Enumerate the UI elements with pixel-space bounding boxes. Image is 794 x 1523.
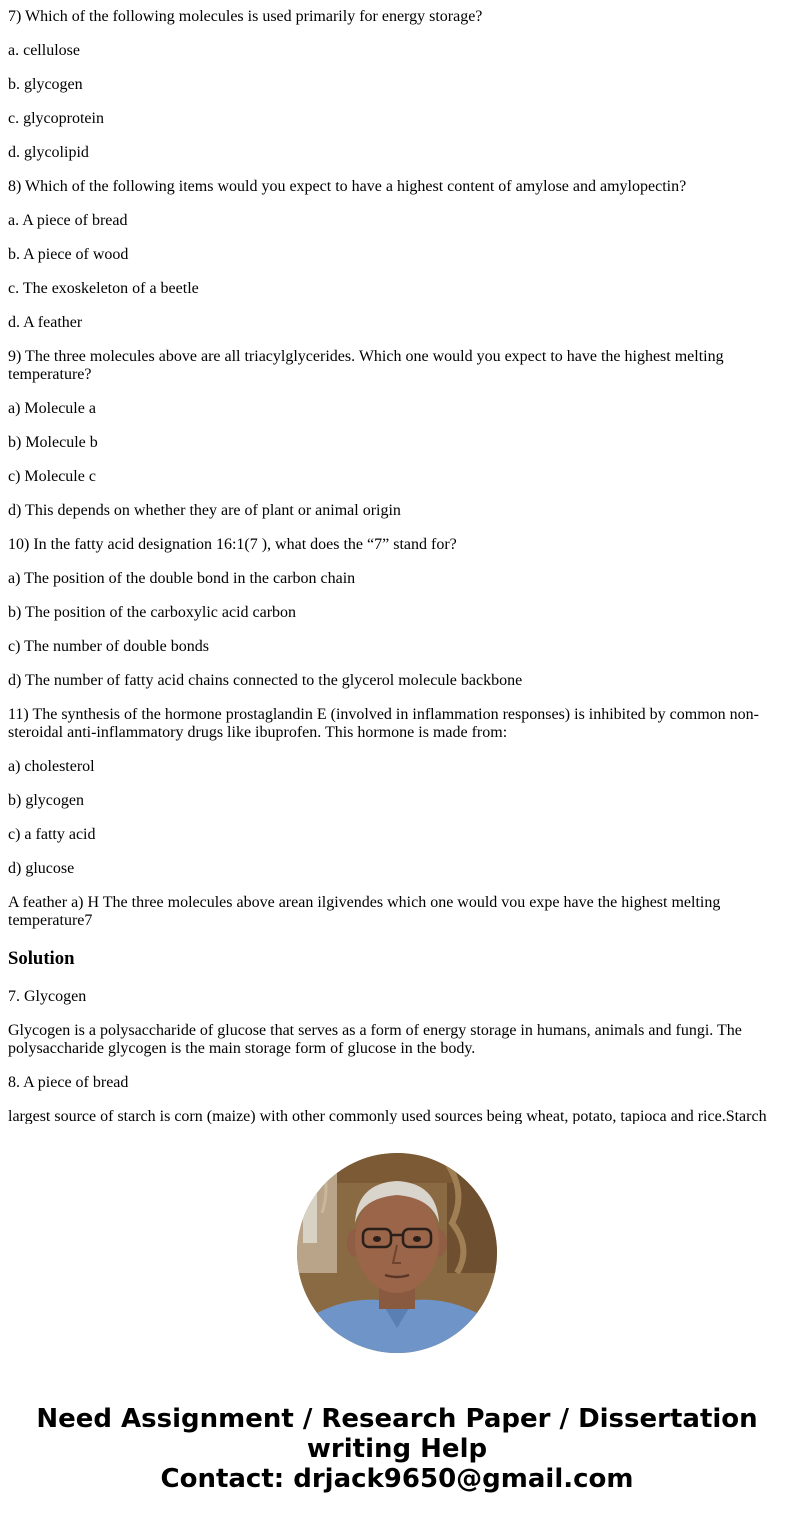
question-7-option-a: a. cellulose <box>8 42 80 59</box>
question-10-option-a: a) The position of the double bond in the carbon chain <box>8 570 356 587</box>
promo-contact: Contact: drjack9650@gmail.com <box>160 1464 634 1494</box>
solution-answer-7: 7. Glycogen <box>8 988 87 1005</box>
question-9-option-b: b) Molecule b <box>8 434 98 451</box>
question-7-option-d: d. glycolipid <box>8 144 89 161</box>
question-8-option-b: b. A piece of wood <box>8 246 129 263</box>
question-10-option-b: b) The position of the carboxylic acid carbon <box>8 604 297 621</box>
portrait-image <box>297 1153 497 1353</box>
promo-headline: Need Assignment / Research Paper / Dissertation writing Help <box>36 1404 758 1464</box>
solution-answer-8: 8. A piece of bread <box>8 1074 129 1091</box>
solution-heading: Solution <box>8 948 75 969</box>
promo-banner <box>0 1404 794 1494</box>
question-10-option-c: c) The number of double bonds <box>8 638 209 655</box>
question-10-text: 10) In the fatty acid designation 16:1(7 ), what does the “7” stand for? <box>8 536 457 553</box>
avatar <box>297 1153 497 1353</box>
question-8-option-c: c. The exoskeleton of a beetle <box>8 280 199 297</box>
question-9-option-c: c) Molecule c <box>8 468 96 485</box>
question-11-text: 11) The synthesis of the hormone prostaglandin E (involved in inflammation responses) is inhibited by common non-steroidal anti-inflammatory drugs like ibuprofen. This hormone is made from: <box>8 706 759 741</box>
question-9-option-a: a) Molecule a <box>8 400 96 417</box>
question-8-option-d: d. A feather <box>8 314 83 331</box>
question-7-text: 7) Which of the following molecules is used primarily for energy storage? <box>8 8 483 25</box>
question-9-text: 9) The three molecules above are all triacylglycerides. Which one would you expect to have the highest melting temperature? <box>8 348 724 383</box>
question-11-option-d: d) glucose <box>8 860 75 877</box>
question-11-option-a: a) cholesterol <box>8 758 95 775</box>
question-10-option-d: d) The number of fatty acid chains connected to the glycerol molecule backbone <box>8 672 523 689</box>
question-11-option-b: b) glycogen <box>8 792 84 809</box>
question-7-option-c: c. glycoprotein <box>8 110 104 127</box>
question-8-option-a: a. A piece of bread <box>8 212 128 229</box>
solution-explanation-8: largest source of starch is corn (maize) with other commonly used sources being wheat, potato, tapioca and rice.Starch <box>8 1108 767 1124</box>
solution-explanation-7: Glycogen is a polysaccharide of glucose that serves as a form of energy storage in humans, animals and fungi. The polysaccharide glycogen is the main storage form of glucose in the body. <box>8 1022 742 1057</box>
document-body <box>8 0 786 1124</box>
question-11-option-c: c) a fatty acid <box>8 826 96 843</box>
ocr-text-line: A feather a) H The three molecules above arean ilgivendes which one would vou expe have the highest melting temperature7 <box>8 894 721 929</box>
question-8-text: 8) Which of the following items would you expect to have a highest content of amylose and amylopectin? <box>8 178 687 195</box>
question-7-option-b: b. glycogen <box>8 76 83 93</box>
question-9-option-d: d) This depends on whether they are of plant or animal origin <box>8 502 401 519</box>
